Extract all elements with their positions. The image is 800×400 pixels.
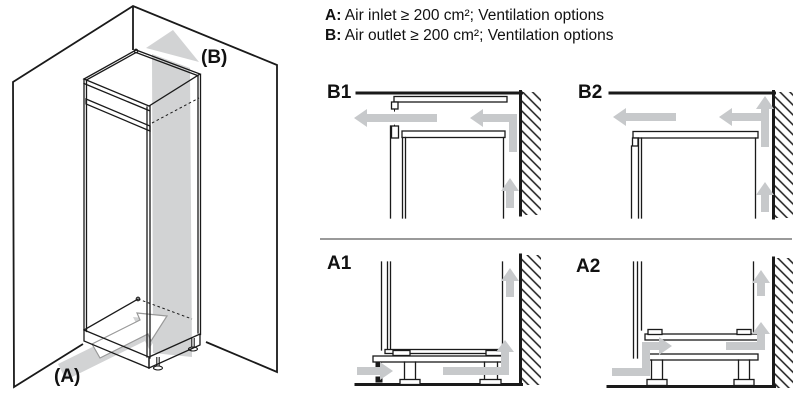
airflow-left-arrow-icon — [354, 109, 437, 127]
wall-hatch — [775, 92, 793, 218]
legend-line-b — [325, 26, 614, 46]
airflow-right-arrow-icon — [357, 362, 393, 380]
panel-A2-drawing — [608, 258, 793, 388]
panel-B2-drawing — [610, 92, 793, 219]
panel-label-a2: A2 — [576, 256, 601, 277]
airflow-left-arrow-icon — [613, 108, 676, 126]
legend — [325, 6, 614, 46]
airflow-up-arrow-icon — [752, 270, 770, 296]
panel-label-b1: B1 — [327, 82, 352, 103]
airflow-left-arrow-icon — [719, 108, 763, 126]
legend-key-a: A: — [325, 7, 342, 24]
wall-hatch — [522, 255, 541, 385]
panel-B1-drawing — [354, 92, 541, 219]
panel-label-b2: B2 — [578, 82, 603, 103]
inlet-label: (A) — [54, 366, 81, 387]
legend-line-a — [325, 6, 614, 26]
panel-A1-drawing — [356, 255, 541, 385]
airflow-up-arrow-icon — [756, 96, 774, 147]
isometric-niche-view — [13, 6, 277, 387]
airflow-up-arrow-icon — [756, 182, 774, 212]
outlet-label: (B) — [201, 47, 228, 68]
legend-text-b: Air outlet ≥ 200 cm²; Ventilation options — [341, 27, 614, 44]
wall-hatch — [775, 258, 793, 388]
airflow-up-arrow-icon — [501, 268, 519, 297]
legend-text-a: Air inlet ≥ 200 cm²; Ventilation options — [341, 7, 605, 24]
panel-label-a1: A1 — [327, 253, 352, 274]
wall-hatch — [522, 92, 541, 215]
legend-key-b: B: — [325, 27, 342, 44]
